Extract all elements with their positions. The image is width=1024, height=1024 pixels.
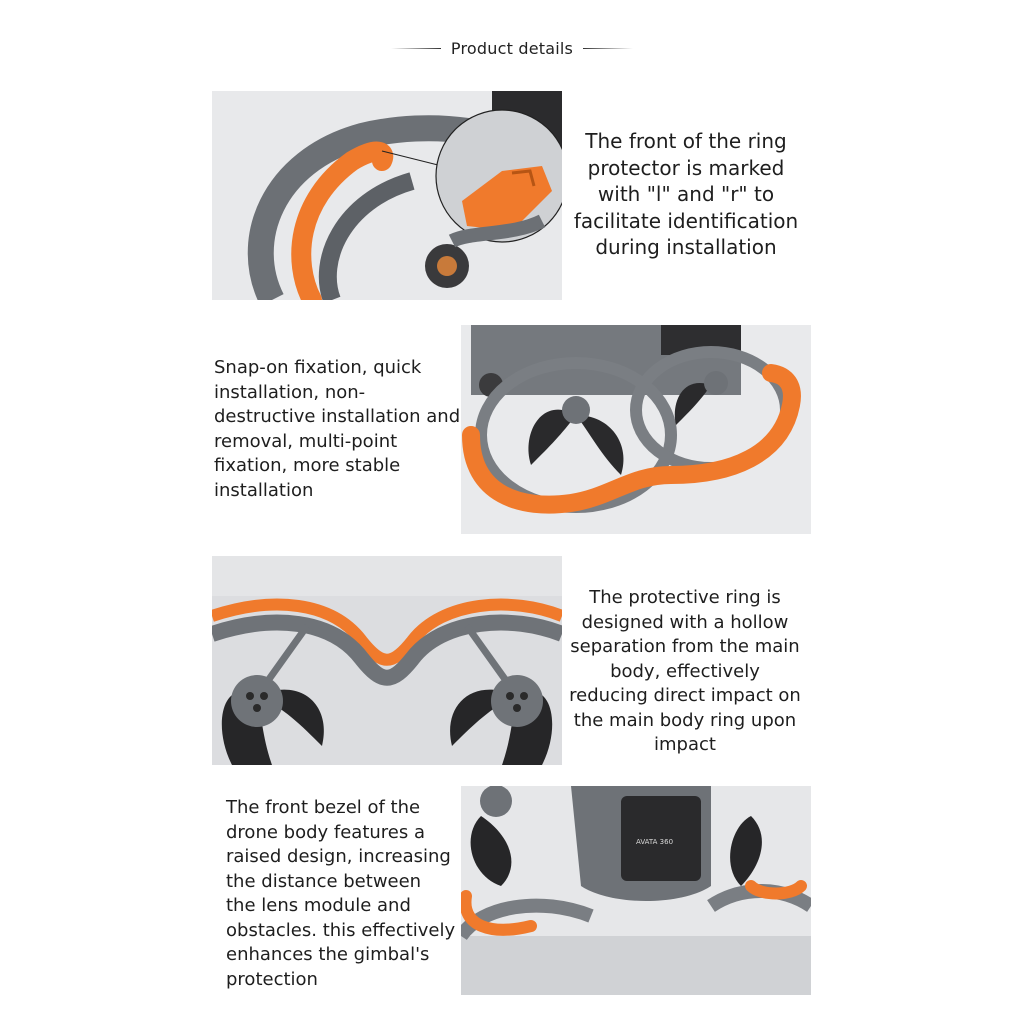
section-header (0, 34, 1024, 62)
divider-line-right (583, 48, 633, 49)
divider-line-left (391, 48, 441, 49)
section-4-caption: The front bezel of the drone body features a raised design, increasing the distance between the lens module and obstacles. this effectively enhances the gimbal's protection (226, 797, 456, 990)
product-photo-front-bezel (461, 786, 811, 995)
section-title: Product details (450, 38, 574, 58)
section-1-caption: The front of the ring protector is marked with "l" and "r" to facilitate identification during installation (573, 129, 799, 259)
product-photo-hollow-separation (212, 556, 562, 765)
section-3-caption: The protective ring is designed with a hollow separation from the main body, effectively reducing direct impact on the main body ring upon impact (569, 587, 801, 755)
camera-module-label: AVATA 360 (636, 838, 674, 846)
section-2-caption: Snap-on fixation, quick installation, non-destructive installation and removal, multi-point fixation, more stable installation (214, 357, 461, 501)
product-photo-ring-marking (212, 91, 562, 300)
product-photo-snap-on (461, 325, 811, 534)
